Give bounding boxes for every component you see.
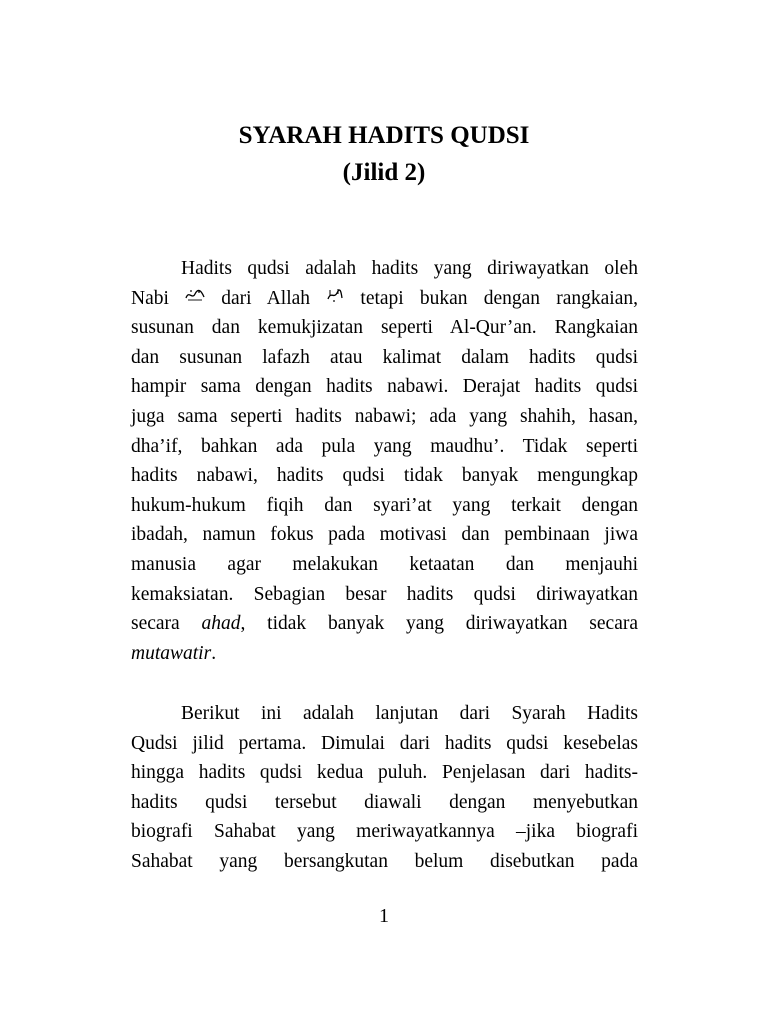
text-line: biografi Sahabat yang meriwayatkannya –jika biografi [131,821,638,843]
salawat-calligraphy-icon [185,288,205,302]
text-line: hadits nabawi, hadits qudsi tidak banyak mengungkap [131,465,638,487]
jalla-jalaluhu-calligraphy-icon [326,288,344,302]
text-line [131,639,638,669]
text-line: hukum-hukum fiqih dan syari’at yang terkait dengan [131,494,638,516]
text-fragment: Nabi [131,287,186,309]
italic-term: ahad [201,613,241,635]
paragraph-continuation [131,699,638,877]
text-fragment: , tidak banyak yang diriwayatkan secara [240,613,639,635]
italic-term: mutawatir [131,642,212,664]
page-subtitle: (Jilid 2) [342,159,426,186]
text-fragment: dari Allah [205,287,327,309]
page-number: 1 [379,905,389,927]
page-title: SYARAH HADITS QUDSI [238,122,530,149]
text-line: hingga hadits qudsi kedua puluh. Penjelasan dari hadits- [131,762,638,784]
text-line [131,284,638,314]
text-line: kemaksiatan. Sebagian besar hadits qudsi diriwayatkan [131,583,638,605]
text-fragment: . [211,642,217,664]
text-line: hadits qudsi tersebut diawali dengan menyebutkan [131,791,638,813]
text-line: Sahabat yang bersangkutan belum disebutkan pada [131,850,638,872]
text-line: manusia agar melakukan ketaatan dan menjauhi [131,553,638,575]
text-line: Hadits qudsi adalah hadits yang diriwayatkan oleh [181,258,638,279]
text-line: dha’if, bahkan ada pula yang maudhu’. Tidak seperti [131,435,638,457]
text-line: Berikut ini adalah lanjutan dari Syarah Hadits [181,703,638,724]
text-line [131,609,638,639]
text-fragment: secara [131,613,202,635]
text-line: dan susunan lafazh atau kalimat dalam hadits qudsi [131,346,638,368]
text-line: susunan dan kemukjizatan seperti Al-Qur’an. Rangkaian [131,317,638,339]
paragraph-intro [131,254,638,668]
text-line: hampir sama dengan hadits nabawi. Derajat hadits qudsi [131,376,638,398]
text-line: juga sama seperti hadits nabawi; ada yang shahih, hasan, [131,405,638,427]
text-fragment: tetapi bukan dengan rangkaian, [344,287,638,309]
text-line: Qudsi jilid pertama. Dimulai dari hadits qudsi kesebelas [131,732,638,754]
text-line: ibadah, namun fokus pada motivasi dan pembinaan jiwa [131,524,638,546]
